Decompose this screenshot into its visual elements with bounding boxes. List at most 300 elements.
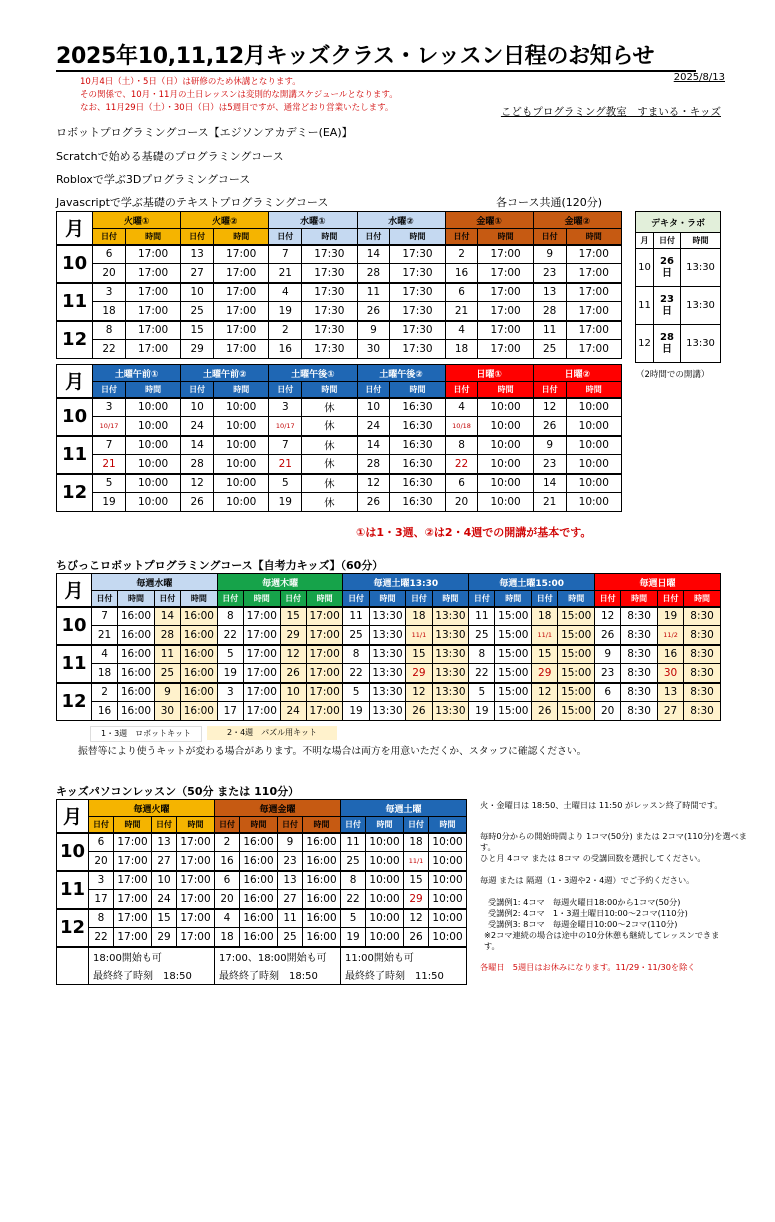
time-cell: 10:00 bbox=[478, 398, 533, 417]
date-cell: 2 bbox=[445, 245, 478, 264]
table-row bbox=[57, 626, 721, 645]
date-col-header: 日付 bbox=[91, 591, 117, 607]
time-cell: 10:00 bbox=[566, 493, 621, 512]
date-cell: 20 bbox=[595, 702, 621, 721]
group-header: 土曜午前① bbox=[93, 365, 181, 382]
time-cell: 10:00 bbox=[478, 493, 533, 512]
time-cell: 16:00 bbox=[181, 607, 218, 626]
month-label: 10 bbox=[57, 398, 93, 436]
time-cell: 17:00 bbox=[243, 664, 280, 683]
time-cell: 16:30 bbox=[390, 455, 445, 474]
time-cell: 16:00 bbox=[181, 645, 218, 664]
date-cell: 29 bbox=[181, 340, 214, 359]
date-cell: 23 bbox=[278, 852, 303, 871]
time-cell: 10:00 bbox=[478, 455, 533, 474]
group-header: 土曜午後② bbox=[357, 365, 445, 382]
time-cell: 13:30 bbox=[681, 287, 721, 325]
date-cell: 25 bbox=[181, 302, 214, 321]
date-cell: 25 bbox=[154, 664, 180, 683]
date-cell: 22 bbox=[93, 340, 126, 359]
time-col-header: 時間 bbox=[181, 591, 218, 607]
time-cell: 17:30 bbox=[390, 245, 445, 264]
date-cell: 14 bbox=[357, 436, 390, 455]
date-cell: 9 bbox=[595, 645, 621, 664]
date-col-header: 日付 bbox=[278, 817, 303, 833]
legend-puzzle-kit: 2・4週 パズル用キット bbox=[207, 726, 337, 740]
date-cell: 11 bbox=[343, 607, 369, 626]
group-header: 土曜午前② bbox=[181, 365, 269, 382]
course-week-note: ①は1・3週、②は2・4週での開講が基本です。 bbox=[356, 526, 592, 539]
time-cell: 16:00 bbox=[240, 833, 278, 852]
date-cell: 5 bbox=[93, 474, 126, 493]
time-cell: 16:00 bbox=[118, 626, 155, 645]
date-cell: 19 bbox=[341, 928, 366, 947]
time-cell: 17:00 bbox=[306, 664, 343, 683]
date-cell: 15 bbox=[404, 871, 429, 890]
time-cell: 17:00 bbox=[306, 626, 343, 645]
time-col-header: 時間 bbox=[390, 382, 445, 398]
time-col-header: 時間 bbox=[303, 817, 341, 833]
date-cell: 8 bbox=[445, 436, 478, 455]
time-cell: 15:00 bbox=[558, 683, 595, 702]
weekday-schedule-table bbox=[56, 211, 622, 359]
course-edison: ロボットプログラミングコース【エジソンアカデミー(EA)】 bbox=[56, 126, 353, 139]
course-javascript: Javascriptで学ぶ基礎のテキストプログラミングコース bbox=[56, 196, 329, 209]
date-col-header: 日付 bbox=[654, 233, 681, 249]
time-cell: 15:00 bbox=[495, 664, 532, 683]
date-cell: 21 bbox=[93, 455, 126, 474]
time-cell: 17:30 bbox=[390, 321, 445, 340]
time-col-header: 時間 bbox=[558, 591, 595, 607]
table-row bbox=[57, 302, 622, 321]
date-col-header: 日付 bbox=[93, 382, 126, 398]
date-cell: 25 bbox=[533, 340, 566, 359]
time-col-header: 時間 bbox=[429, 817, 467, 833]
date-cell: 22 bbox=[341, 890, 366, 909]
date-cell: 10 bbox=[181, 398, 214, 417]
month-label: 11 bbox=[636, 287, 654, 325]
time-cell: 13:30 bbox=[369, 645, 406, 664]
pc-closed-note: 各曜日 5週目はお休みになります。11/29・11/30を除く bbox=[480, 962, 696, 972]
date-cell: 20 bbox=[215, 890, 240, 909]
group-header: 金曜① bbox=[445, 212, 533, 229]
date-cell: 14 bbox=[357, 245, 390, 264]
date-cell: 4 bbox=[215, 909, 240, 928]
date-cell: 8 bbox=[217, 607, 243, 626]
month-label: 12 bbox=[57, 321, 93, 359]
date-cell: 10 bbox=[152, 871, 177, 890]
time-cell: 10:00 bbox=[125, 493, 180, 512]
time-cell: 16:00 bbox=[181, 626, 218, 645]
date-cell: 25 bbox=[341, 852, 366, 871]
date-cell: 2 bbox=[215, 833, 240, 852]
time-cell: 8:30 bbox=[684, 683, 721, 702]
date-cell: 5 bbox=[341, 909, 366, 928]
footer-end: 最終終了時刻 18:50 bbox=[215, 966, 341, 985]
date-cell: 2 bbox=[91, 683, 117, 702]
date-cell: 19 bbox=[269, 493, 302, 512]
kit-change-note: 振替等により使うキットが変わる場合があります。不明な場合は両方を用意いただくか、スタッフに確認ください。 bbox=[78, 746, 587, 757]
time-cell: 13:30 bbox=[432, 664, 469, 683]
date-cell: 5 bbox=[217, 645, 243, 664]
issue-date: 2025/8/13 bbox=[673, 72, 725, 83]
date-cell: 24 bbox=[181, 417, 214, 436]
date-col-header: 日付 bbox=[217, 591, 243, 607]
date-col-header: 日付 bbox=[343, 591, 369, 607]
date-cell: 12 bbox=[357, 474, 390, 493]
time-cell: 17:00 bbox=[125, 283, 180, 302]
time-cell: 8:30 bbox=[684, 664, 721, 683]
time-cell: 13:30 bbox=[369, 664, 406, 683]
date-cell: 12 bbox=[406, 683, 432, 702]
time-col-header: 時間 bbox=[478, 229, 533, 245]
time-cell: 17:00 bbox=[125, 321, 180, 340]
date-cell: 24 bbox=[152, 890, 177, 909]
table-row bbox=[57, 890, 467, 909]
time-cell: 17:00 bbox=[566, 245, 621, 264]
date-cell: 22 bbox=[445, 455, 478, 474]
time-cell: 17:00 bbox=[125, 245, 180, 264]
time-cell: 17:30 bbox=[302, 321, 357, 340]
month-label: 12 bbox=[57, 474, 93, 512]
time-cell: 17:00 bbox=[214, 245, 269, 264]
month-label: 12 bbox=[636, 325, 654, 363]
time-cell: 17:00 bbox=[214, 264, 269, 283]
time-cell: 10:00 bbox=[214, 398, 269, 417]
time-cell: 17:00 bbox=[114, 909, 152, 928]
time-cell: 16:00 bbox=[303, 909, 341, 928]
date-cell: 20 bbox=[445, 493, 478, 512]
date-cell: 19 bbox=[269, 302, 302, 321]
time-cell: 10:00 bbox=[125, 417, 180, 436]
date-cell: 13 bbox=[657, 683, 683, 702]
time-cell: 10:00 bbox=[429, 852, 467, 871]
group-header: 毎週日曜 bbox=[595, 574, 721, 591]
time-cell: 17:00 bbox=[125, 302, 180, 321]
time-cell: 13:30 bbox=[369, 683, 406, 702]
date-cell: 23 bbox=[533, 264, 566, 283]
time-cell: 10:00 bbox=[214, 436, 269, 455]
time-cell: 10:00 bbox=[366, 928, 404, 947]
time-cell: 13:30 bbox=[432, 702, 469, 721]
date-cell: 9 bbox=[278, 833, 303, 852]
table-row bbox=[57, 436, 622, 455]
date-cell: 26 bbox=[595, 626, 621, 645]
table-row bbox=[57, 340, 622, 359]
date-cell: 28 bbox=[357, 455, 390, 474]
time-cell: 16:00 bbox=[303, 890, 341, 909]
legend-robot-kit: 1・3週 ロボットキット bbox=[90, 726, 202, 742]
date-col-header: 日付 bbox=[215, 817, 240, 833]
dekita-title: デキタ・ラボ bbox=[636, 212, 721, 233]
date-cell: 27 bbox=[278, 890, 303, 909]
dekita-lab-note: （2時間での開講） bbox=[636, 370, 710, 380]
time-cell: 13:30 bbox=[432, 683, 469, 702]
time-cell: 10:00 bbox=[429, 909, 467, 928]
time-cell: 15:00 bbox=[495, 683, 532, 702]
date-cell: 8 bbox=[89, 909, 114, 928]
time-col-header: 時間 bbox=[125, 382, 180, 398]
time-cell: 17:30 bbox=[302, 283, 357, 302]
date-cell: 29 bbox=[152, 928, 177, 947]
date-col-header: 日付 bbox=[280, 591, 306, 607]
pc-example-3: 受講例3: 8コマ 毎週金曜日10:00～2コマ(110分) bbox=[488, 919, 678, 929]
date-cell: 15 bbox=[532, 645, 558, 664]
date-cell: 29 bbox=[404, 890, 429, 909]
time-cell: 15:00 bbox=[558, 645, 595, 664]
date-cell: 30 bbox=[154, 702, 180, 721]
date-cell: 24 bbox=[280, 702, 306, 721]
time-cell: 10:00 bbox=[478, 474, 533, 493]
date-cell: 7 bbox=[93, 436, 126, 455]
time-cell: 17:00 bbox=[214, 283, 269, 302]
date-cell: 13 bbox=[533, 283, 566, 302]
time-col-header: 時間 bbox=[495, 591, 532, 607]
date-cell: 6 bbox=[215, 871, 240, 890]
date-cell: 4 bbox=[445, 321, 478, 340]
footer-end: 最終終了時刻 18:50 bbox=[89, 966, 215, 985]
time-cell: 15:00 bbox=[558, 607, 595, 626]
group-header: 毎週土曜15:00 bbox=[469, 574, 595, 591]
date-cell: 26 bbox=[280, 664, 306, 683]
time-col-header: 時間 bbox=[240, 817, 278, 833]
group-header: 土曜午後① bbox=[269, 365, 357, 382]
date-cell: 8 bbox=[341, 871, 366, 890]
time-cell: 17:00 bbox=[478, 321, 533, 340]
table-row bbox=[636, 325, 721, 363]
date-cell: 22 bbox=[89, 928, 114, 947]
time-cell: 16:30 bbox=[390, 493, 445, 512]
time-col-header: 時間 bbox=[684, 591, 721, 607]
date-cell: 7 bbox=[269, 245, 302, 264]
date-cell: 13 bbox=[152, 833, 177, 852]
time-cell: 17:00 bbox=[566, 283, 621, 302]
time-col-header: 時間 bbox=[432, 591, 469, 607]
group-header: 毎週木曜 bbox=[217, 574, 343, 591]
chibikko-schedule-table bbox=[56, 573, 721, 721]
date-cell: 12 bbox=[595, 607, 621, 626]
date-col-header: 日付 bbox=[532, 591, 558, 607]
group-header: 金曜② bbox=[533, 212, 621, 229]
month-header: 月 bbox=[636, 233, 654, 249]
group-header: 毎週土曜 bbox=[341, 800, 467, 817]
date-cell: 14 bbox=[154, 607, 180, 626]
time-cell: 17:30 bbox=[302, 264, 357, 283]
date-cell: 26 bbox=[406, 702, 432, 721]
table-row bbox=[57, 833, 467, 852]
time-cell: 17:00 bbox=[177, 890, 215, 909]
date-cell: 3 bbox=[93, 283, 126, 302]
date-cell: 26 bbox=[532, 702, 558, 721]
time-cell: 17:00 bbox=[478, 283, 533, 302]
date-col-header: 日付 bbox=[152, 817, 177, 833]
time-cell: 17:00 bbox=[478, 302, 533, 321]
pc-info-slots: 毎時0分からの開始時間より 1コマ(50分) または 2コマ(110分)を選べます。 bbox=[480, 831, 747, 852]
date-cell: 3 bbox=[89, 871, 114, 890]
date-cell: 12 bbox=[404, 909, 429, 928]
time-cell: 10:00 bbox=[566, 436, 621, 455]
time-col-header: 時間 bbox=[214, 382, 269, 398]
date-cell: 10 bbox=[280, 683, 306, 702]
time-cell: 8:30 bbox=[621, 607, 658, 626]
table-row bbox=[57, 455, 622, 474]
time-col-header: 時間 bbox=[177, 817, 215, 833]
time-cell: 13:30 bbox=[369, 607, 406, 626]
group-header: 火曜② bbox=[181, 212, 269, 229]
time-cell: 16:30 bbox=[390, 398, 445, 417]
table-row bbox=[57, 245, 622, 264]
date-cell: 3 bbox=[217, 683, 243, 702]
time-col-header: 時間 bbox=[478, 382, 533, 398]
time-col-header: 時間 bbox=[302, 229, 357, 245]
time-cell: 17:00 bbox=[114, 890, 152, 909]
time-cell: 17:00 bbox=[125, 340, 180, 359]
group-header: 火曜① bbox=[93, 212, 181, 229]
time-cell: 8:30 bbox=[621, 664, 658, 683]
time-cell: 17:00 bbox=[566, 340, 621, 359]
date-cell: 19 bbox=[343, 702, 369, 721]
pc-info-monthly: ひと月 4コマ または 8コマ の受講回数を選択してください。 bbox=[480, 853, 706, 863]
time-cell: 17:00 bbox=[478, 340, 533, 359]
month-label: 12 bbox=[57, 909, 89, 947]
time-col-header: 時間 bbox=[681, 233, 721, 249]
date-cell: 11/1 bbox=[406, 626, 432, 645]
time-cell: 17:00 bbox=[114, 928, 152, 947]
time-cell: 17:00 bbox=[306, 683, 343, 702]
time-cell: 8:30 bbox=[684, 645, 721, 664]
date-cell: 13 bbox=[278, 871, 303, 890]
time-cell: 休 bbox=[302, 436, 357, 455]
date-cell: 9 bbox=[533, 245, 566, 264]
date-cell: 30 bbox=[657, 664, 683, 683]
date-col-header: 日付 bbox=[533, 229, 566, 245]
date-col-header: 日付 bbox=[469, 591, 495, 607]
time-cell: 10:00 bbox=[366, 890, 404, 909]
date-cell: 22 bbox=[217, 626, 243, 645]
date-cell: 15 bbox=[280, 607, 306, 626]
date-cell: 24 bbox=[357, 417, 390, 436]
date-cell: 19 bbox=[217, 664, 243, 683]
date-cell: 16 bbox=[445, 264, 478, 283]
group-header: 毎週金曜 bbox=[215, 800, 341, 817]
date-cell: 29 bbox=[406, 664, 432, 683]
time-cell: 10:00 bbox=[366, 833, 404, 852]
time-cell: 17:00 bbox=[478, 245, 533, 264]
month-label: 10 bbox=[57, 607, 92, 645]
time-cell: 10:00 bbox=[214, 474, 269, 493]
course-scratch: Scratchで始める基礎のプログラミングコース bbox=[56, 150, 284, 163]
footer-blank bbox=[57, 947, 89, 985]
date-cell: 18 bbox=[404, 833, 429, 852]
date-cell: 28 bbox=[357, 264, 390, 283]
date-col-header: 日付 bbox=[357, 229, 390, 245]
date-cell: 20 bbox=[89, 852, 114, 871]
table-row bbox=[57, 702, 721, 721]
date-cell: 10/17 bbox=[93, 417, 126, 436]
date-cell: 11 bbox=[278, 909, 303, 928]
time-cell: 16:00 bbox=[303, 928, 341, 947]
time-cell: 13:30 bbox=[681, 325, 721, 363]
date-col-header: 日付 bbox=[93, 229, 126, 245]
time-cell: 13:30 bbox=[432, 645, 469, 664]
date-cell: 25 bbox=[469, 626, 495, 645]
date-cell: 10 bbox=[357, 398, 390, 417]
pc-example-note: ※2コマ連続の場合は途中の10分休憩も継続してレッスンできます。 bbox=[484, 930, 720, 951]
time-cell: 10:00 bbox=[429, 928, 467, 947]
time-cell: 8:30 bbox=[621, 683, 658, 702]
time-cell: 10:00 bbox=[125, 474, 180, 493]
time-col-header: 時間 bbox=[118, 591, 155, 607]
date-cell: 20 bbox=[93, 264, 126, 283]
month-label: 11 bbox=[57, 283, 93, 321]
table-row bbox=[57, 664, 721, 683]
time-cell: 10:00 bbox=[566, 455, 621, 474]
date-col-header: 日付 bbox=[657, 591, 683, 607]
date-cell: 25 bbox=[278, 928, 303, 947]
table-row bbox=[57, 398, 622, 417]
time-cell: 8:30 bbox=[621, 645, 658, 664]
time-cell: 16:00 bbox=[118, 645, 155, 664]
date-cell: 17 bbox=[89, 890, 114, 909]
date-cell: 29 bbox=[532, 664, 558, 683]
time-cell: 10:00 bbox=[366, 871, 404, 890]
time-cell: 16:00 bbox=[240, 871, 278, 890]
date-cell: 22 bbox=[469, 664, 495, 683]
time-cell: 16:00 bbox=[303, 852, 341, 871]
time-cell: 17:00 bbox=[243, 607, 280, 626]
table-row bbox=[57, 417, 622, 436]
date-cell: 21 bbox=[91, 626, 117, 645]
date-cell: 3 bbox=[269, 398, 302, 417]
date-col-header: 日付 bbox=[269, 229, 302, 245]
date-col-header: 日付 bbox=[154, 591, 180, 607]
date-col-header: 日付 bbox=[269, 382, 302, 398]
time-cell: 15:00 bbox=[495, 626, 532, 645]
date-col-header: 日付 bbox=[533, 382, 566, 398]
common-duration: 各コース共通(120分) bbox=[496, 196, 603, 209]
date-cell: 9 bbox=[533, 436, 566, 455]
time-cell: 17:30 bbox=[302, 245, 357, 264]
date-cell: 26 bbox=[357, 493, 390, 512]
time-cell: 8:30 bbox=[684, 702, 721, 721]
date-cell: 28 bbox=[154, 626, 180, 645]
date-cell: 16 bbox=[269, 340, 302, 359]
date-col-header: 日付 bbox=[404, 817, 429, 833]
month-header: 月 bbox=[57, 365, 93, 398]
table-row bbox=[57, 493, 622, 512]
time-cell: 10:00 bbox=[429, 833, 467, 852]
group-header: 水曜① bbox=[269, 212, 357, 229]
time-col-header: 時間 bbox=[566, 382, 621, 398]
time-cell: 17:00 bbox=[306, 645, 343, 664]
time-cell: 17:00 bbox=[177, 928, 215, 947]
time-cell: 17:00 bbox=[214, 321, 269, 340]
time-cell: 8:30 bbox=[684, 626, 721, 645]
table-row bbox=[636, 249, 721, 287]
time-cell: 17:00 bbox=[243, 645, 280, 664]
time-cell: 10:00 bbox=[566, 398, 621, 417]
time-cell: 16:00 bbox=[181, 683, 218, 702]
time-cell: 16:00 bbox=[303, 871, 341, 890]
time-cell: 13:30 bbox=[369, 626, 406, 645]
time-cell: 17:00 bbox=[177, 852, 215, 871]
date-cell: 18 bbox=[215, 928, 240, 947]
date-cell: 27 bbox=[657, 702, 683, 721]
time-cell: 13:30 bbox=[432, 607, 469, 626]
time-col-header: 時間 bbox=[390, 229, 445, 245]
time-col-header: 時間 bbox=[566, 229, 621, 245]
time-cell: 16:00 bbox=[240, 890, 278, 909]
